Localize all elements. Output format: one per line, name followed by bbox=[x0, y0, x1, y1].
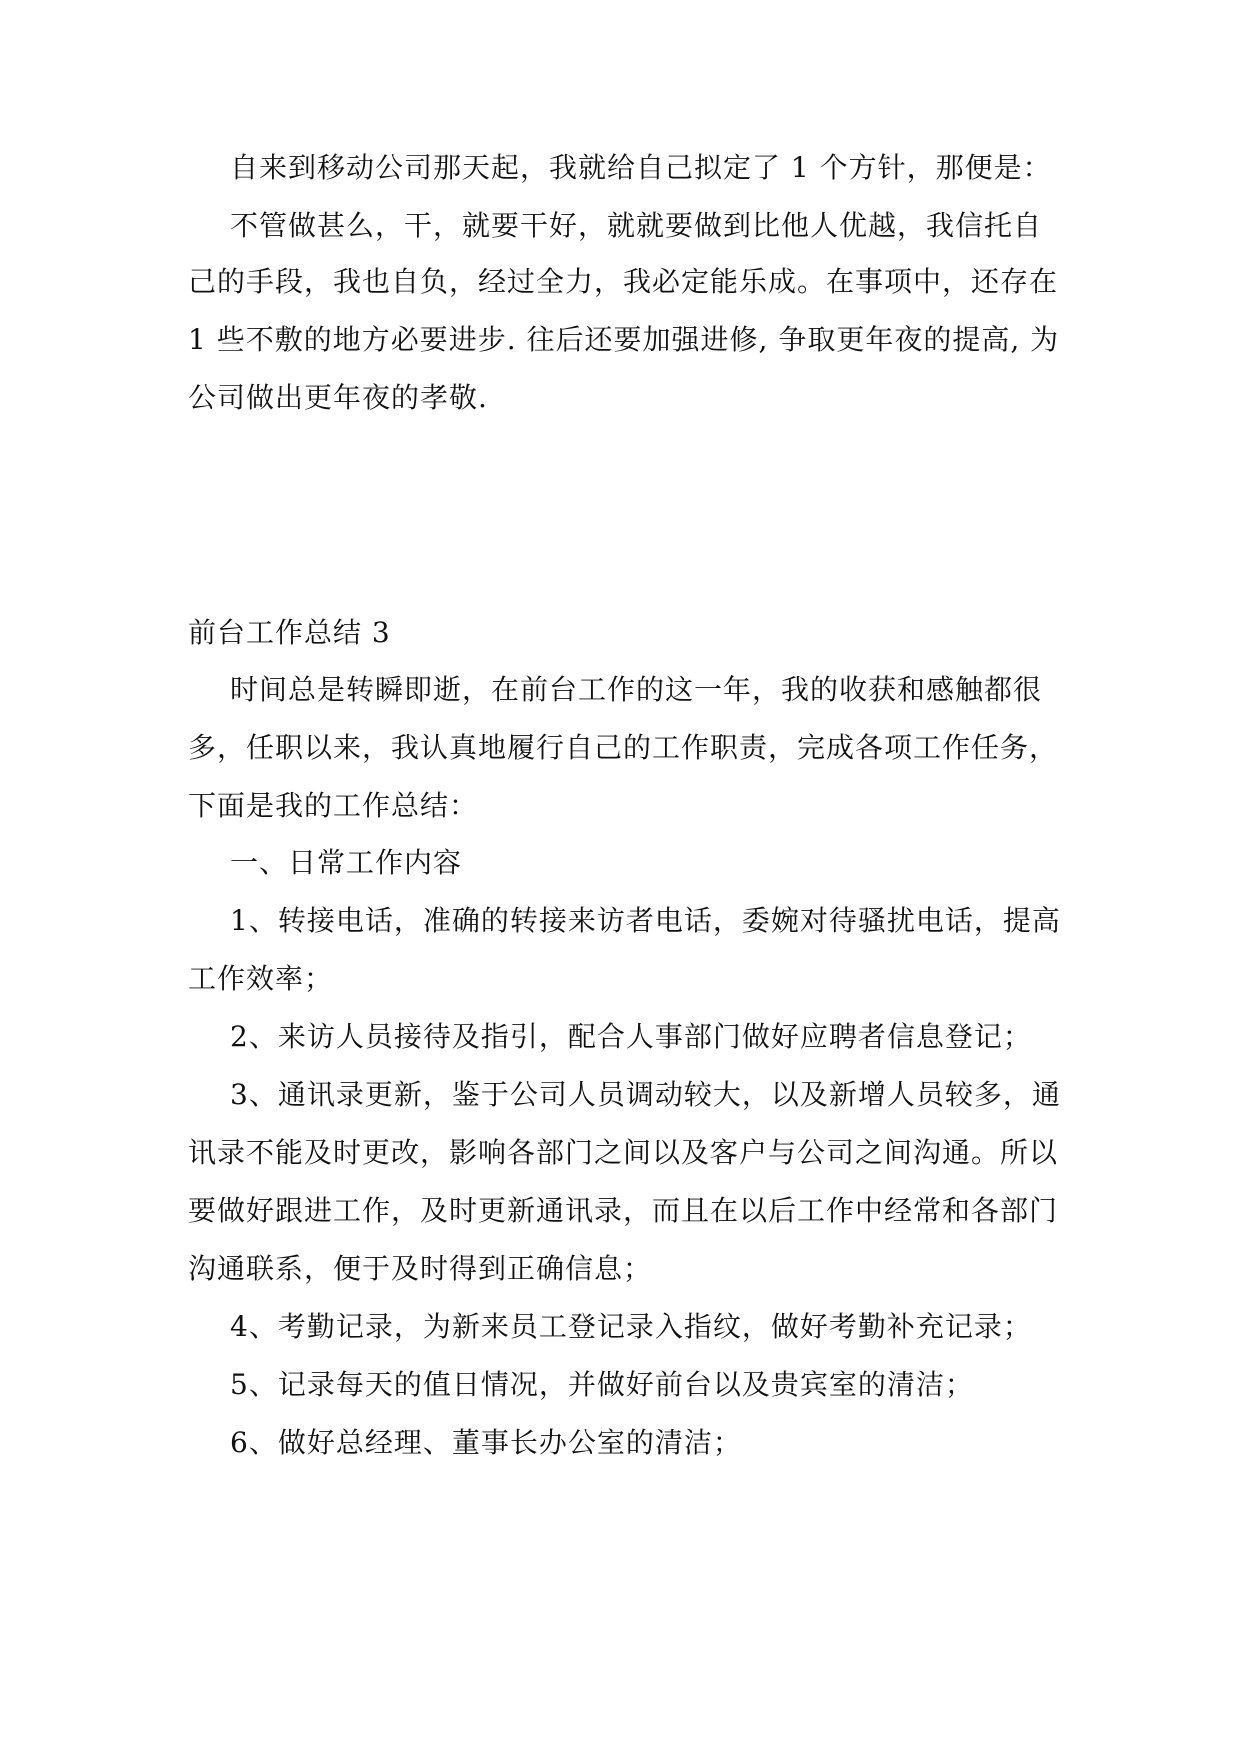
subheading: 一、日常工作内容 bbox=[230, 846, 463, 879]
paragraph-line: 下面是我的工作总结： bbox=[188, 789, 479, 822]
list-item: 2、来访人员接待及指引，配合人事部门做好应聘者信息登记； bbox=[230, 1020, 1032, 1053]
paragraph-line: 己的手段，我也自负，经过全力，我必定能乐成。在事项中，还存在 bbox=[188, 265, 1059, 298]
list-item: 3、通讯录更新，鉴于公司人员调动较大，以及新增人员较多，通 bbox=[230, 1078, 1061, 1111]
section-heading: 前台工作总结 3 bbox=[188, 616, 391, 649]
paragraph-line: 1 些不敷的地方必要进步. 往后还要加强进修, 争取更年夜的提高, 为 bbox=[188, 323, 1060, 356]
paragraph-line: 多，任职以来，我认真地履行自己的工作职责，完成各项工作任务， bbox=[188, 731, 1059, 764]
list-item: 6、做好总经理、董事长办公室的清洁； bbox=[230, 1426, 742, 1459]
list-item-continuation: 讯录不能及时更改，影响各部门之间以及客户与公司之间沟通。所以 bbox=[188, 1136, 1059, 1169]
list-item-continuation: 要做好跟进工作，及时更新通讯录，而且在以后工作中经常和各部门 bbox=[188, 1194, 1059, 1227]
paragraph-line: 公司做出更年夜的孝敬. bbox=[188, 381, 488, 414]
paragraph-line: 自来到移动公司那天起，我就给自己拟定了 1 个方针，那便是： bbox=[230, 151, 1052, 184]
list-item: 4、考勤记录，为新来员工登记录入指纹，做好考勤补充记录； bbox=[230, 1310, 1032, 1343]
list-item: 1、转接电话，准确的转接来访者电话，委婉对待骚扰电话，提高 bbox=[230, 904, 1061, 937]
list-item: 5、记录每天的值日情况，并做好前台以及贵宾室的清洁； bbox=[230, 1368, 974, 1401]
list-item-continuation: 工作效率； bbox=[188, 962, 334, 995]
list-item-continuation: 沟通联系，便于及时得到正确信息； bbox=[188, 1252, 653, 1285]
paragraph-line: 不管做甚么，干，就要干好，就就要做到比他人优越，我信托自 bbox=[230, 209, 1043, 242]
paragraph-line: 时间总是转瞬即逝，在前台工作的这一年，我的收获和感触都很 bbox=[230, 673, 1043, 706]
